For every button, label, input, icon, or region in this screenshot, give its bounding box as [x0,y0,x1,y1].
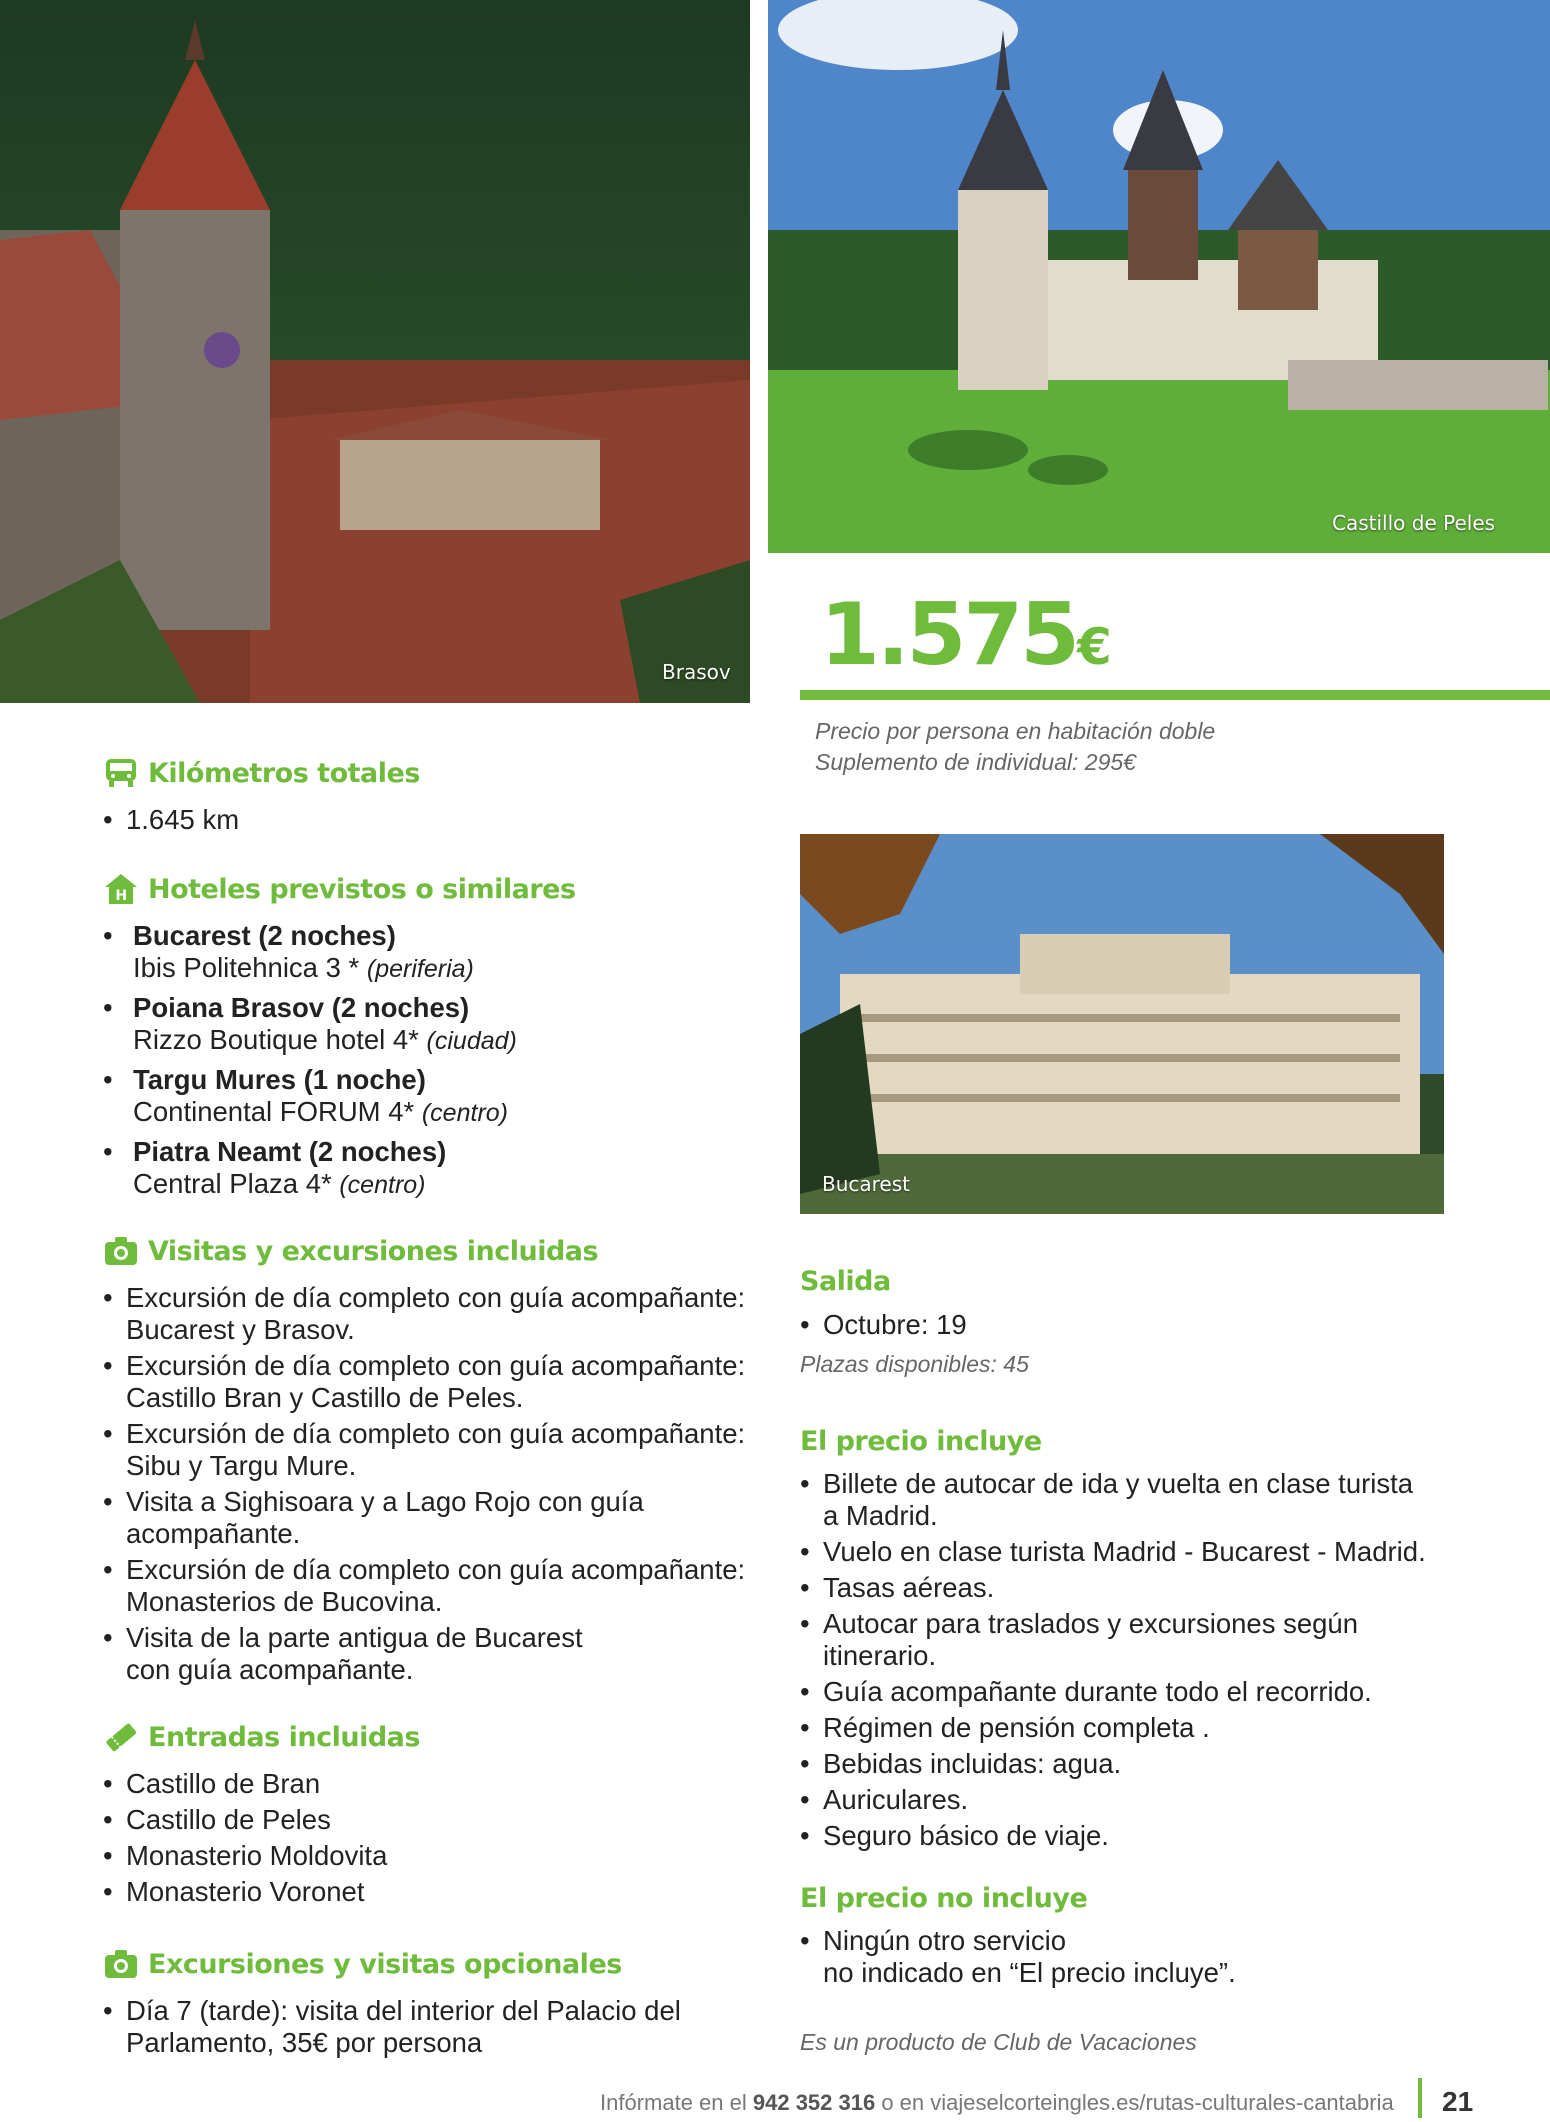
peles-caption: Castillo de Peles [1332,511,1496,535]
ticket-icon [104,1721,138,1753]
tickets-heading-text: Entradas incluidas [148,1721,420,1753]
hotel-detail: Ibis Politehnica 3 * (periferia) [133,952,474,983]
excludes-heading [800,1883,1087,1914]
hotels-heading [104,873,576,905]
list-item: • Octubre: 19 [800,1309,1500,1341]
list-item: • Castillo de Bran [103,1768,743,1800]
brasov-photo [0,0,750,703]
list-item [103,992,743,1057]
price-amount: 1.575€ [820,585,1112,685]
peles-photo [768,0,1550,553]
list-item: • Vuelo en clase turista Madrid - Bucarest - Madrid. [800,1536,1520,1568]
visits-heading [104,1235,598,1267]
list-item: • Billete de autocar de ida y vuelta en clase turista a Madrid. [800,1468,1520,1532]
footer-info: Infórmate en el 942 352 316 o en viajeselcorteingles.es/rutas-culturales-cantabria [600,2090,1394,2115]
hotel-city: • Targu Mures (1 noche) [133,1064,426,1095]
hotel-detail: Central Plaza 4* (centro) [133,1168,426,1199]
price-divider [800,690,1550,700]
hotels-list [103,920,743,1208]
list-item [103,1136,743,1201]
brasov-caption: Brasov [662,660,731,684]
list-item: • Ningún otro servicio no indicado en “El precio incluye”. [800,1925,1500,1989]
list-item: • Bebidas incluidas: agua. [800,1748,1520,1780]
excludes-heading-text: El precio no incluye [800,1883,1088,1914]
visits-list [103,1282,763,1690]
tickets-list [103,1768,743,1912]
price-notes [815,716,1215,778]
list-item: • Régimen de pensión completa . [800,1712,1520,1744]
hotel-icon [104,873,138,905]
seats-note: Plazas disponibles: 45 [800,1351,1029,1377]
optional-list [103,1995,763,2063]
km-heading [104,757,420,789]
includes-list [800,1468,1520,1856]
price-note-single: Suplemento de individual: 295€ [815,749,1136,775]
footer-phone[interactable]: 942 352 316 [752,2090,876,2115]
departure-heading [800,1266,891,1297]
list-item: • Monasterio Voronet [103,1876,743,1908]
list-item: • Castillo de Peles [103,1804,743,1836]
km-list [103,804,743,840]
list-item: • Seguro básico de viaje. [800,1820,1520,1852]
product-note: Es un producto de Club de Vacaciones [800,2029,1197,2055]
list-item: • Auriculares. [800,1784,1520,1816]
list-item: • Excursión de día completo con guía acompañante: Castillo Bran y Castillo de Peles. [103,1350,763,1414]
list-item [103,1064,743,1129]
km-heading-text: Kilómetros totales [148,757,420,789]
footer-website[interactable]: o en viajeselcorteingles.es/rutas-culturales-cantabria [875,2090,1394,2115]
list-item: • Excursión de día completo con guía acompañante: Bucarest y Brasov. [103,1282,763,1346]
departure-list [800,1309,1500,1345]
excludes-list [800,1925,1500,1993]
optional-heading [104,1948,622,1980]
includes-heading [800,1426,1042,1457]
list-item: • Autocar para traslados y excursiones según itinerario. [800,1608,1520,1672]
list-item: • Visita de la parte antigua de Bucarest con guía acompañante. [103,1622,763,1686]
includes-heading-text: El precio incluye [800,1426,1042,1457]
svg-text:H: H [115,888,127,904]
bus-icon [104,757,138,789]
camera-icon [104,1948,138,1980]
hotel-city: • Piatra Neamt (2 noches) [133,1136,447,1167]
page-number: 21 [1442,2086,1474,2117]
hotel-city: • Bucarest (2 noches) [133,920,396,951]
visits-heading-text: Visitas y excursiones incluidas [148,1235,599,1267]
camera-icon [104,1235,138,1267]
list-item: • Excursión de día completo con guía acompañante: Sibu y Targu Mure. [103,1418,763,1482]
hotel-city: • Poiana Brasov (2 noches) [133,992,470,1023]
list-item: • Monasterio Moldovita [103,1840,743,1872]
list-item: • Excursión de día completo con guía acompañante: Monasterios de Bucovina. [103,1554,763,1618]
optional-heading-text: Excursiones y visitas opcionales [148,1948,622,1980]
hotel-detail: Rizzo Boutique hotel 4* (ciudad) [133,1024,517,1055]
list-item: • Visita a Sighisoara y a Lago Rojo con guía acompañante. [103,1486,763,1550]
footer-divider [1418,2078,1422,2118]
departure-heading-text: Salida [800,1266,891,1297]
tickets-heading [104,1721,420,1753]
list-item [103,920,743,985]
hotels-heading-text: Hoteles previstos o similares [148,873,576,905]
list-item: • Día 7 (tarde): visita del interior del Palacio del Parlamento, 35€ por persona [103,1995,763,2059]
list-item: • Tasas aéreas. [800,1572,1520,1604]
list-item: • 1.645 km [103,804,743,836]
bucarest-caption: Bucarest [822,1172,910,1196]
bucarest-photo [800,834,1444,1214]
price-note-double: Precio por persona en habitación doble [815,718,1216,744]
list-item: • Guía acompañante durante todo el recorrido. [800,1676,1520,1708]
hotel-detail: Continental FORUM 4* (centro) [133,1096,508,1127]
